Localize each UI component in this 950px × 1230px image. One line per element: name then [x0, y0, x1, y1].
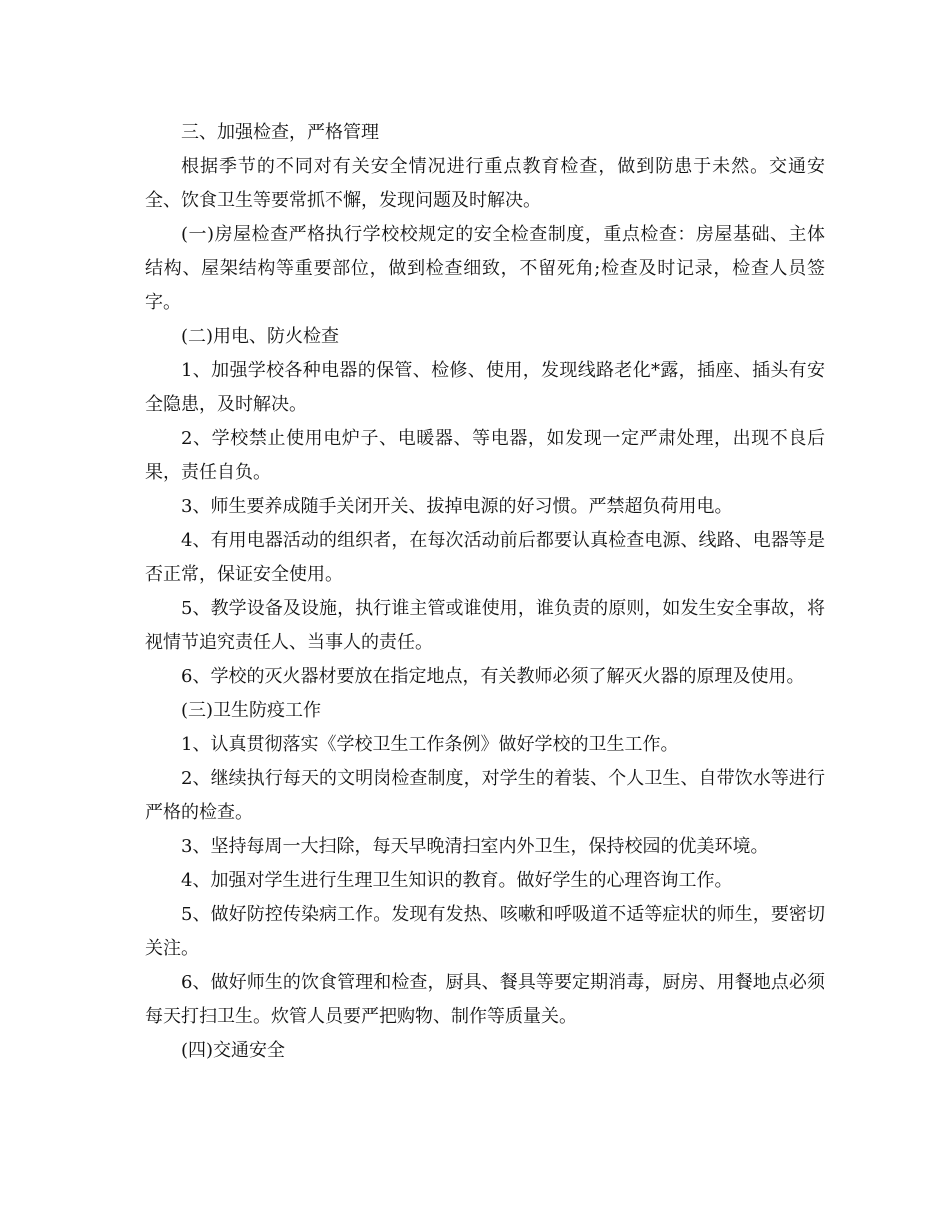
- paragraph-hygiene-item-2: 2、继续执行每天的文明岗检查制度，对学生的着装、个人卫生、自带饮水等进行严格的检查。: [145, 768, 825, 823]
- paragraph-hygiene-item-5: 5、做好防控传染病工作。发现有发热、咳嗽和呼吸道不适等症状的师生，要密切关注。: [145, 904, 825, 959]
- subheading-electricity-fire: (二)用电、防火检查: [181, 326, 340, 347]
- paragraph-hygiene-item-1: 1、认真贯彻落实《学校卫生工作条例》做好学校的卫生工作。: [181, 734, 679, 755]
- document-body: [145, 116, 825, 1068]
- paragraph-electric-item-1: 1、加强学校各种电器的保管、检修、使用，发现线路老化*露，插座、插头有安全隐患，及时解决。: [145, 360, 825, 415]
- paragraph-hygiene-item-3: 3、坚持每周一大扫除，每天早晚清扫室内外卫生，保持校园的优美环境。: [181, 836, 769, 857]
- paragraph-electric-item-2: 2、学校禁止使用电炉子、电暖器、等电器，如发现一定严肃处理，出现不良后果，责任自负。: [145, 428, 825, 483]
- subheading-traffic-safety: (四)交通安全: [181, 1040, 286, 1061]
- paragraph-building-inspection: (一)房屋检查严格执行学校校规定的安全检查制度，重点检查：房屋基础、主体结构、屋架结构等重要部位，做到检查细致，不留死角;检查及时记录，检查人员签字。: [145, 224, 825, 313]
- subheading-hygiene: (三)卫生防疫工作: [181, 700, 322, 721]
- paragraph-hygiene-item-4: 4、加强对学生进行生理卫生知识的教育。做好学生的心理咨询工作。: [181, 870, 733, 891]
- paragraph-electric-item-3: 3、师生要养成随手关闭开关、拔掉电源的好习惯。严禁超负荷用电。: [181, 496, 733, 517]
- section-heading-inspection: 三、加强检查，严格管理: [181, 122, 379, 143]
- paragraph-electric-item-5: 5、教学设备及设施，执行谁主管或谁使用，谁负责的原则，如发生安全事故，将视情节追究责任人、当事人的责任。: [145, 598, 825, 653]
- paragraph-electric-item-4: 4、有用电器活动的组织者，在每次活动前后都要认真检查电源、线路、电器等是否正常，保证安全使用。: [145, 530, 825, 585]
- paragraph-electric-item-6: 6、学校的灭火器材要放在指定地点，有关教师必须了解灭火器的原理及使用。: [181, 666, 805, 687]
- paragraph-seasonal-inspection: 根据季节的不同对有关安全情况进行重点教育检查，做到防患于未然。交通安全、饮食卫生等要常抓不懈，发现问题及时解决。: [145, 156, 825, 211]
- paragraph-hygiene-item-6: 6、做好师生的饮食管理和检查，厨具、餐具等要定期消毒，厨房、用餐地点必须每天打扫卫生。炊管人员要严把购物、制作等质量关。: [145, 972, 825, 1027]
